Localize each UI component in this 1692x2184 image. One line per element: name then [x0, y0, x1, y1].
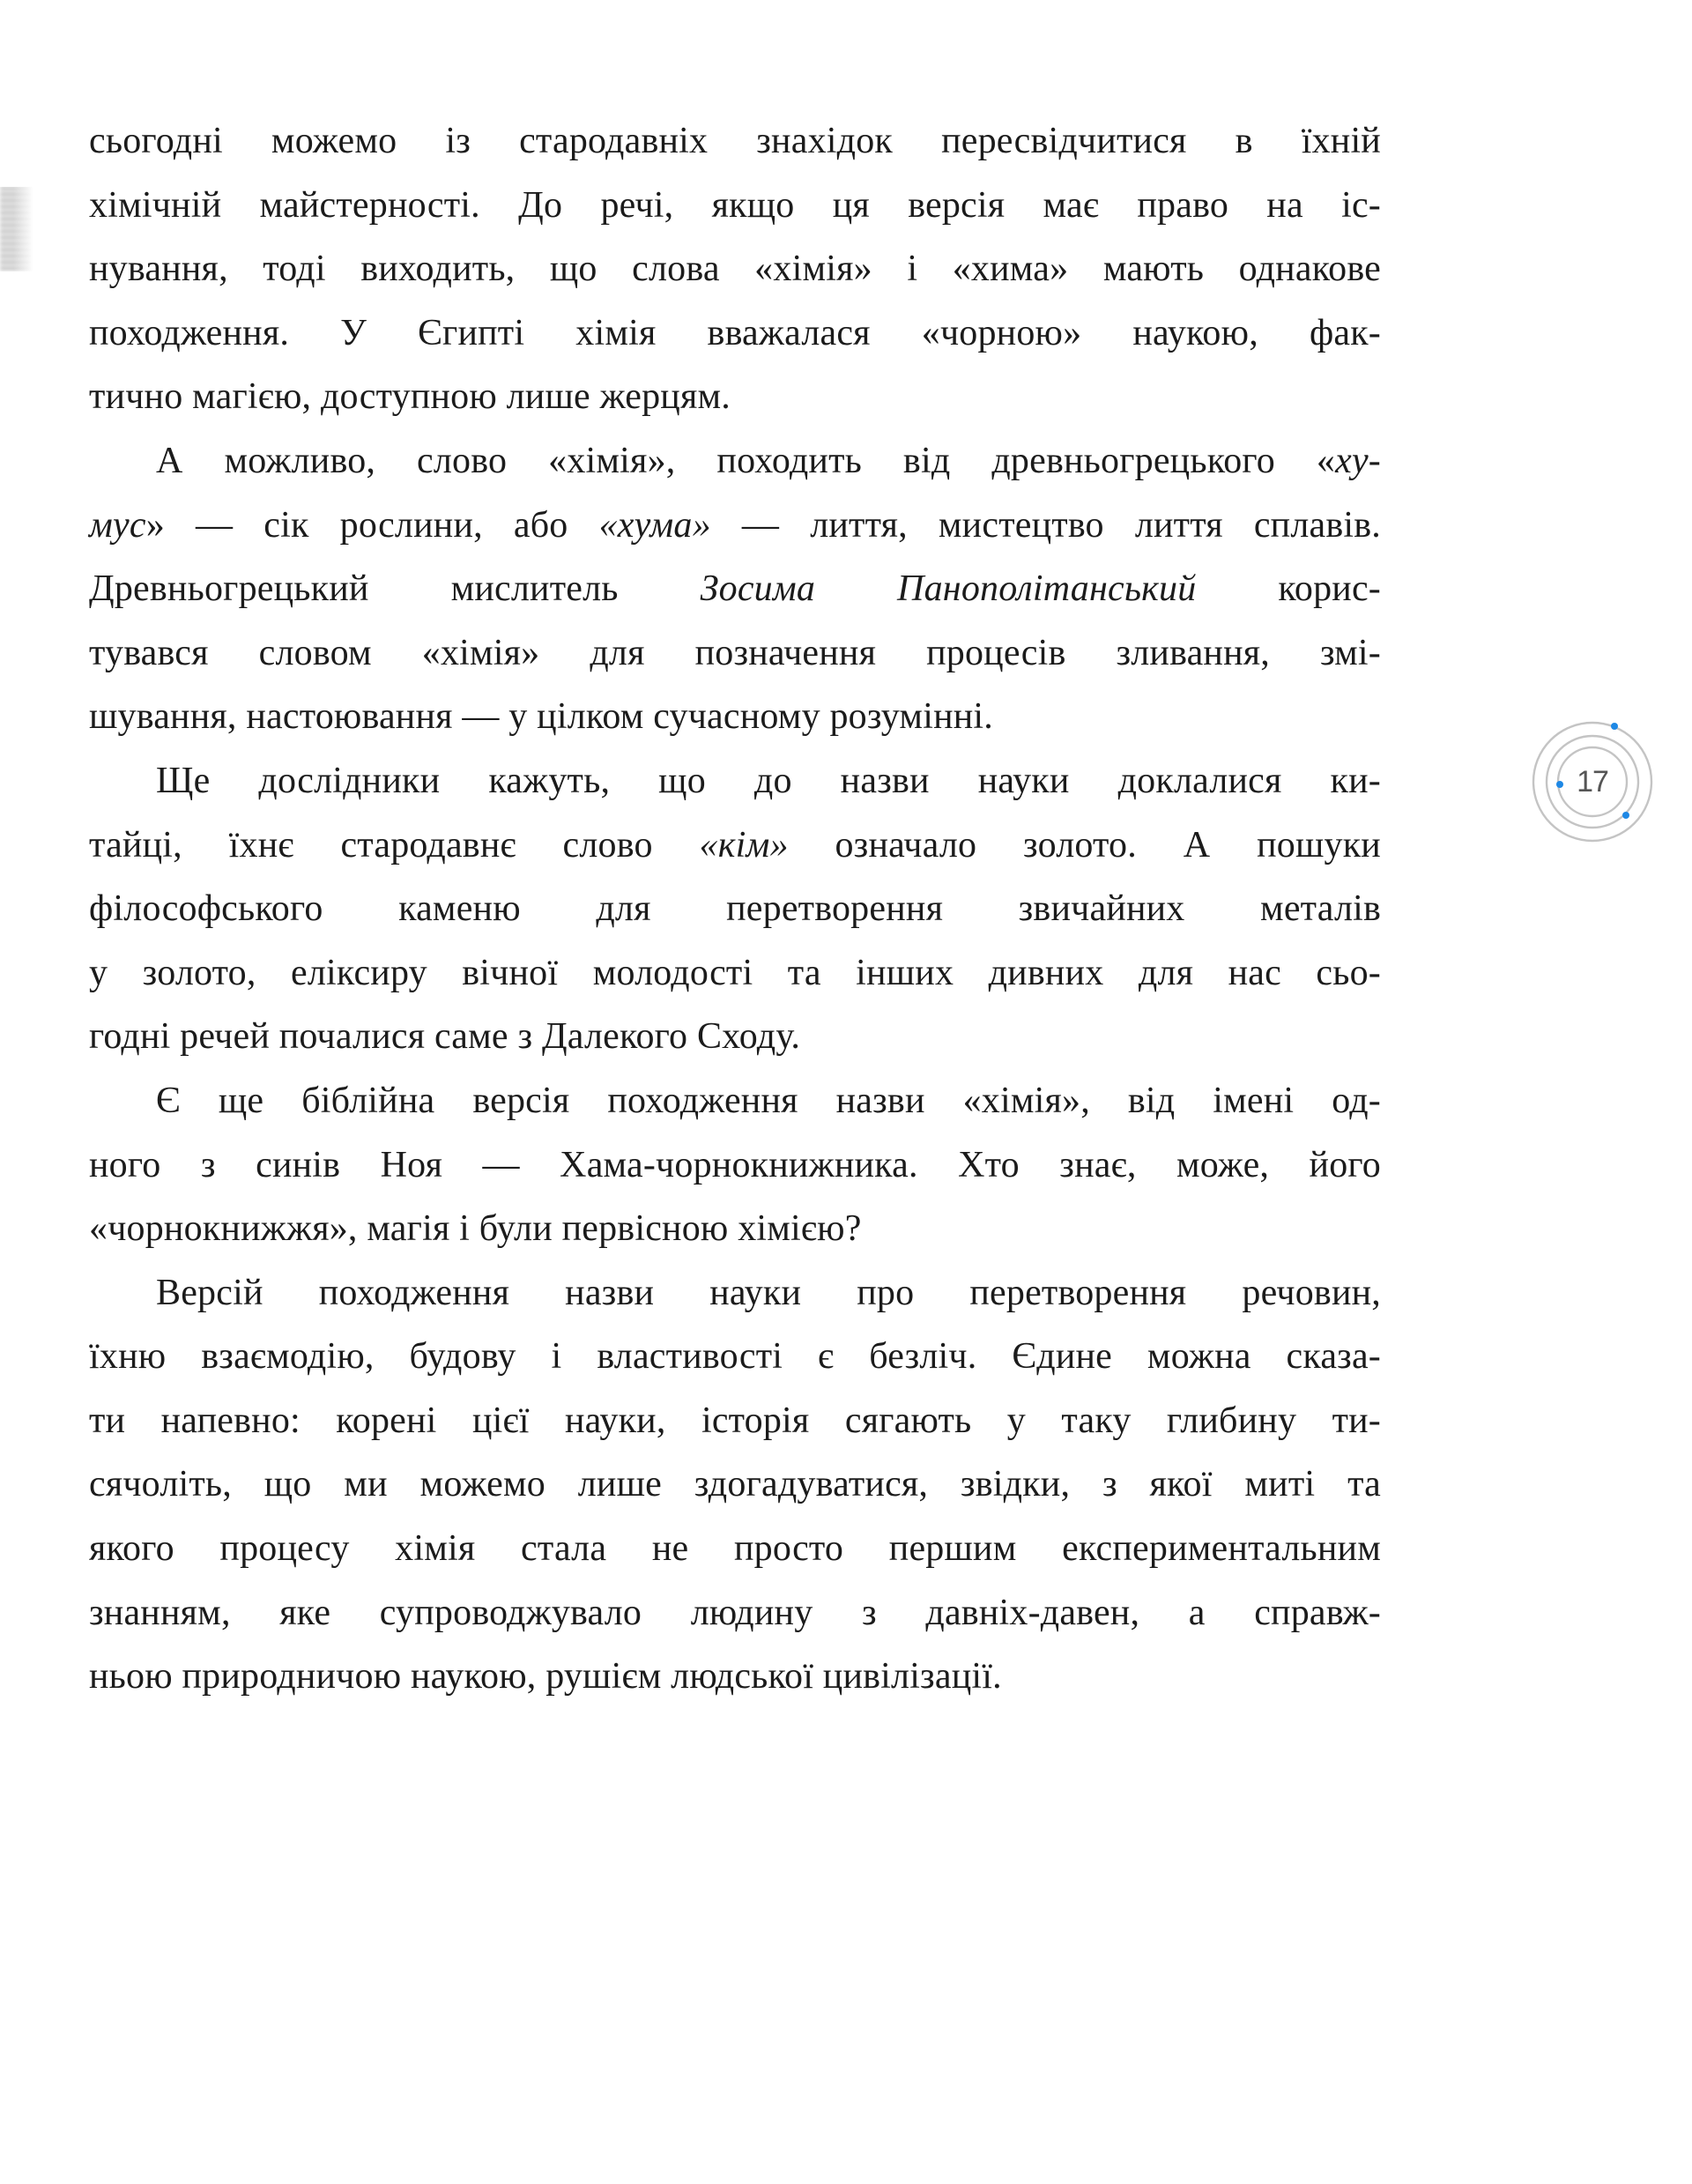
italic-text: «кім» — [699, 824, 789, 865]
paragraph-5-line — [89, 1261, 1381, 1326]
paragraph-5-line — [89, 1581, 1381, 1645]
text-run: якого процесу хімія стала не просто першим експериментальним — [89, 1528, 1381, 1570]
paragraph-1-line — [89, 237, 1381, 301]
text-run: Древньогрецький мислитель — [89, 568, 701, 610]
text-run: сячоліть, що ми можемо лише здогадуватися, звідки, з якої миті та — [89, 1464, 1381, 1505]
text-run: нування, тоді виходить, що слова «хімія» і «хима» мають однакове — [89, 249, 1381, 290]
paragraph-5-line — [89, 1452, 1381, 1517]
paragraph-5-line — [89, 1517, 1381, 1581]
paragraph-3-line — [89, 941, 1381, 1006]
text-run: корис- — [1196, 568, 1381, 610]
text-run: Ще дослідники кажуть, що до назви науки доклалися ки- — [156, 760, 1381, 801]
text-run: А можливо, слово «хімія», походить від древньогрецького « — [156, 440, 1336, 481]
text-run: хімічній майстерності. До речі, якщо ця версія має право на іс- — [89, 184, 1381, 226]
paragraph-3-line — [89, 877, 1381, 941]
italic-text: «хума» — [598, 504, 711, 546]
text-run: Версій походження назви науки про перетворення речовин, — [156, 1272, 1381, 1313]
paragraph-5-line — [89, 1389, 1381, 1453]
paragraph-1-line — [89, 174, 1381, 238]
text-run: шування, настоювання — у цілком сучасному розумінні. — [89, 696, 993, 738]
paragraph-2-line — [89, 557, 1381, 621]
page-number-badge — [1531, 720, 1654, 843]
paragraph-4-line — [89, 1197, 1381, 1261]
text-run: означало золото. А пошуки — [788, 824, 1381, 865]
paragraph-4-line — [89, 1133, 1381, 1198]
italic-text: Зосима Панополітанський — [700, 568, 1197, 610]
page-number: 17 — [1577, 764, 1608, 799]
text-run: годні речей почалися саме з Далекого Сходу. — [89, 1016, 801, 1058]
paragraph-5-line — [89, 1645, 1381, 1709]
text-run: — лиття, мистецтво лиття сплавів. — [710, 504, 1381, 546]
italic-text: мус — [89, 504, 146, 546]
text-run: ного з синів Ноя — Хама-чорнокнижника. Хто знає, може, його — [89, 1144, 1381, 1185]
text-run: тувався словом «хімія» для позначення процесів зливання, змі- — [89, 632, 1381, 673]
paragraph-2-line — [89, 621, 1381, 686]
text-run: знанням, яке супроводжувало людину з давніх-давен, а справж- — [89, 1592, 1381, 1633]
text-run: ти напевно: корені цієї науки, історія сягають у таку глибину ти- — [89, 1400, 1381, 1441]
paragraph-3-line — [89, 749, 1381, 813]
text-run: «чорнокнижжя», магія і були первісною хімією? — [89, 1208, 862, 1250]
margin-decoration — [0, 187, 33, 271]
text-run: Є ще біблійна версія походження назви «хімія», від імені од- — [156, 1080, 1381, 1121]
paragraph-2-line — [89, 494, 1381, 558]
text-run: ньою природничою наукою, рушієм людської цивілізації. — [89, 1656, 1002, 1697]
italic-text: ху- — [1335, 440, 1381, 481]
body-text — [89, 109, 1381, 1709]
text-run: походження. У Єгипті хімія вважалася «чорною» наукою, фак- — [89, 312, 1381, 353]
text-run: тично магією, доступною лише жерцям. — [89, 376, 731, 418]
paragraph-2-line — [89, 685, 1381, 749]
text-run: тайці, їхнє стародавнє слово — [89, 824, 700, 865]
paragraph-3-line — [89, 813, 1381, 878]
text-run: їхню взаємодію, будову і властивості є безліч. Єдине можна сказа- — [89, 1336, 1381, 1378]
paragraph-1-line — [89, 301, 1381, 366]
paragraph-4-line — [89, 1069, 1381, 1133]
paragraph-1-line — [89, 109, 1381, 174]
paragraph-2-line — [89, 429, 1381, 494]
text-run: » — сік рослини, або — [145, 504, 599, 546]
paragraph-1-line — [89, 365, 1381, 429]
text-run: сьогодні можемо із стародавніх знахідок пересвідчитися в їхній — [89, 121, 1381, 161]
text-run: у золото, еліксиру вічної молодості та інших дивних для нас сьо- — [89, 952, 1381, 993]
text-run: філософського каменю для перетворення звичайних металів — [89, 888, 1381, 930]
paragraph-5-line — [89, 1325, 1381, 1389]
paragraph-3-line — [89, 1005, 1381, 1069]
